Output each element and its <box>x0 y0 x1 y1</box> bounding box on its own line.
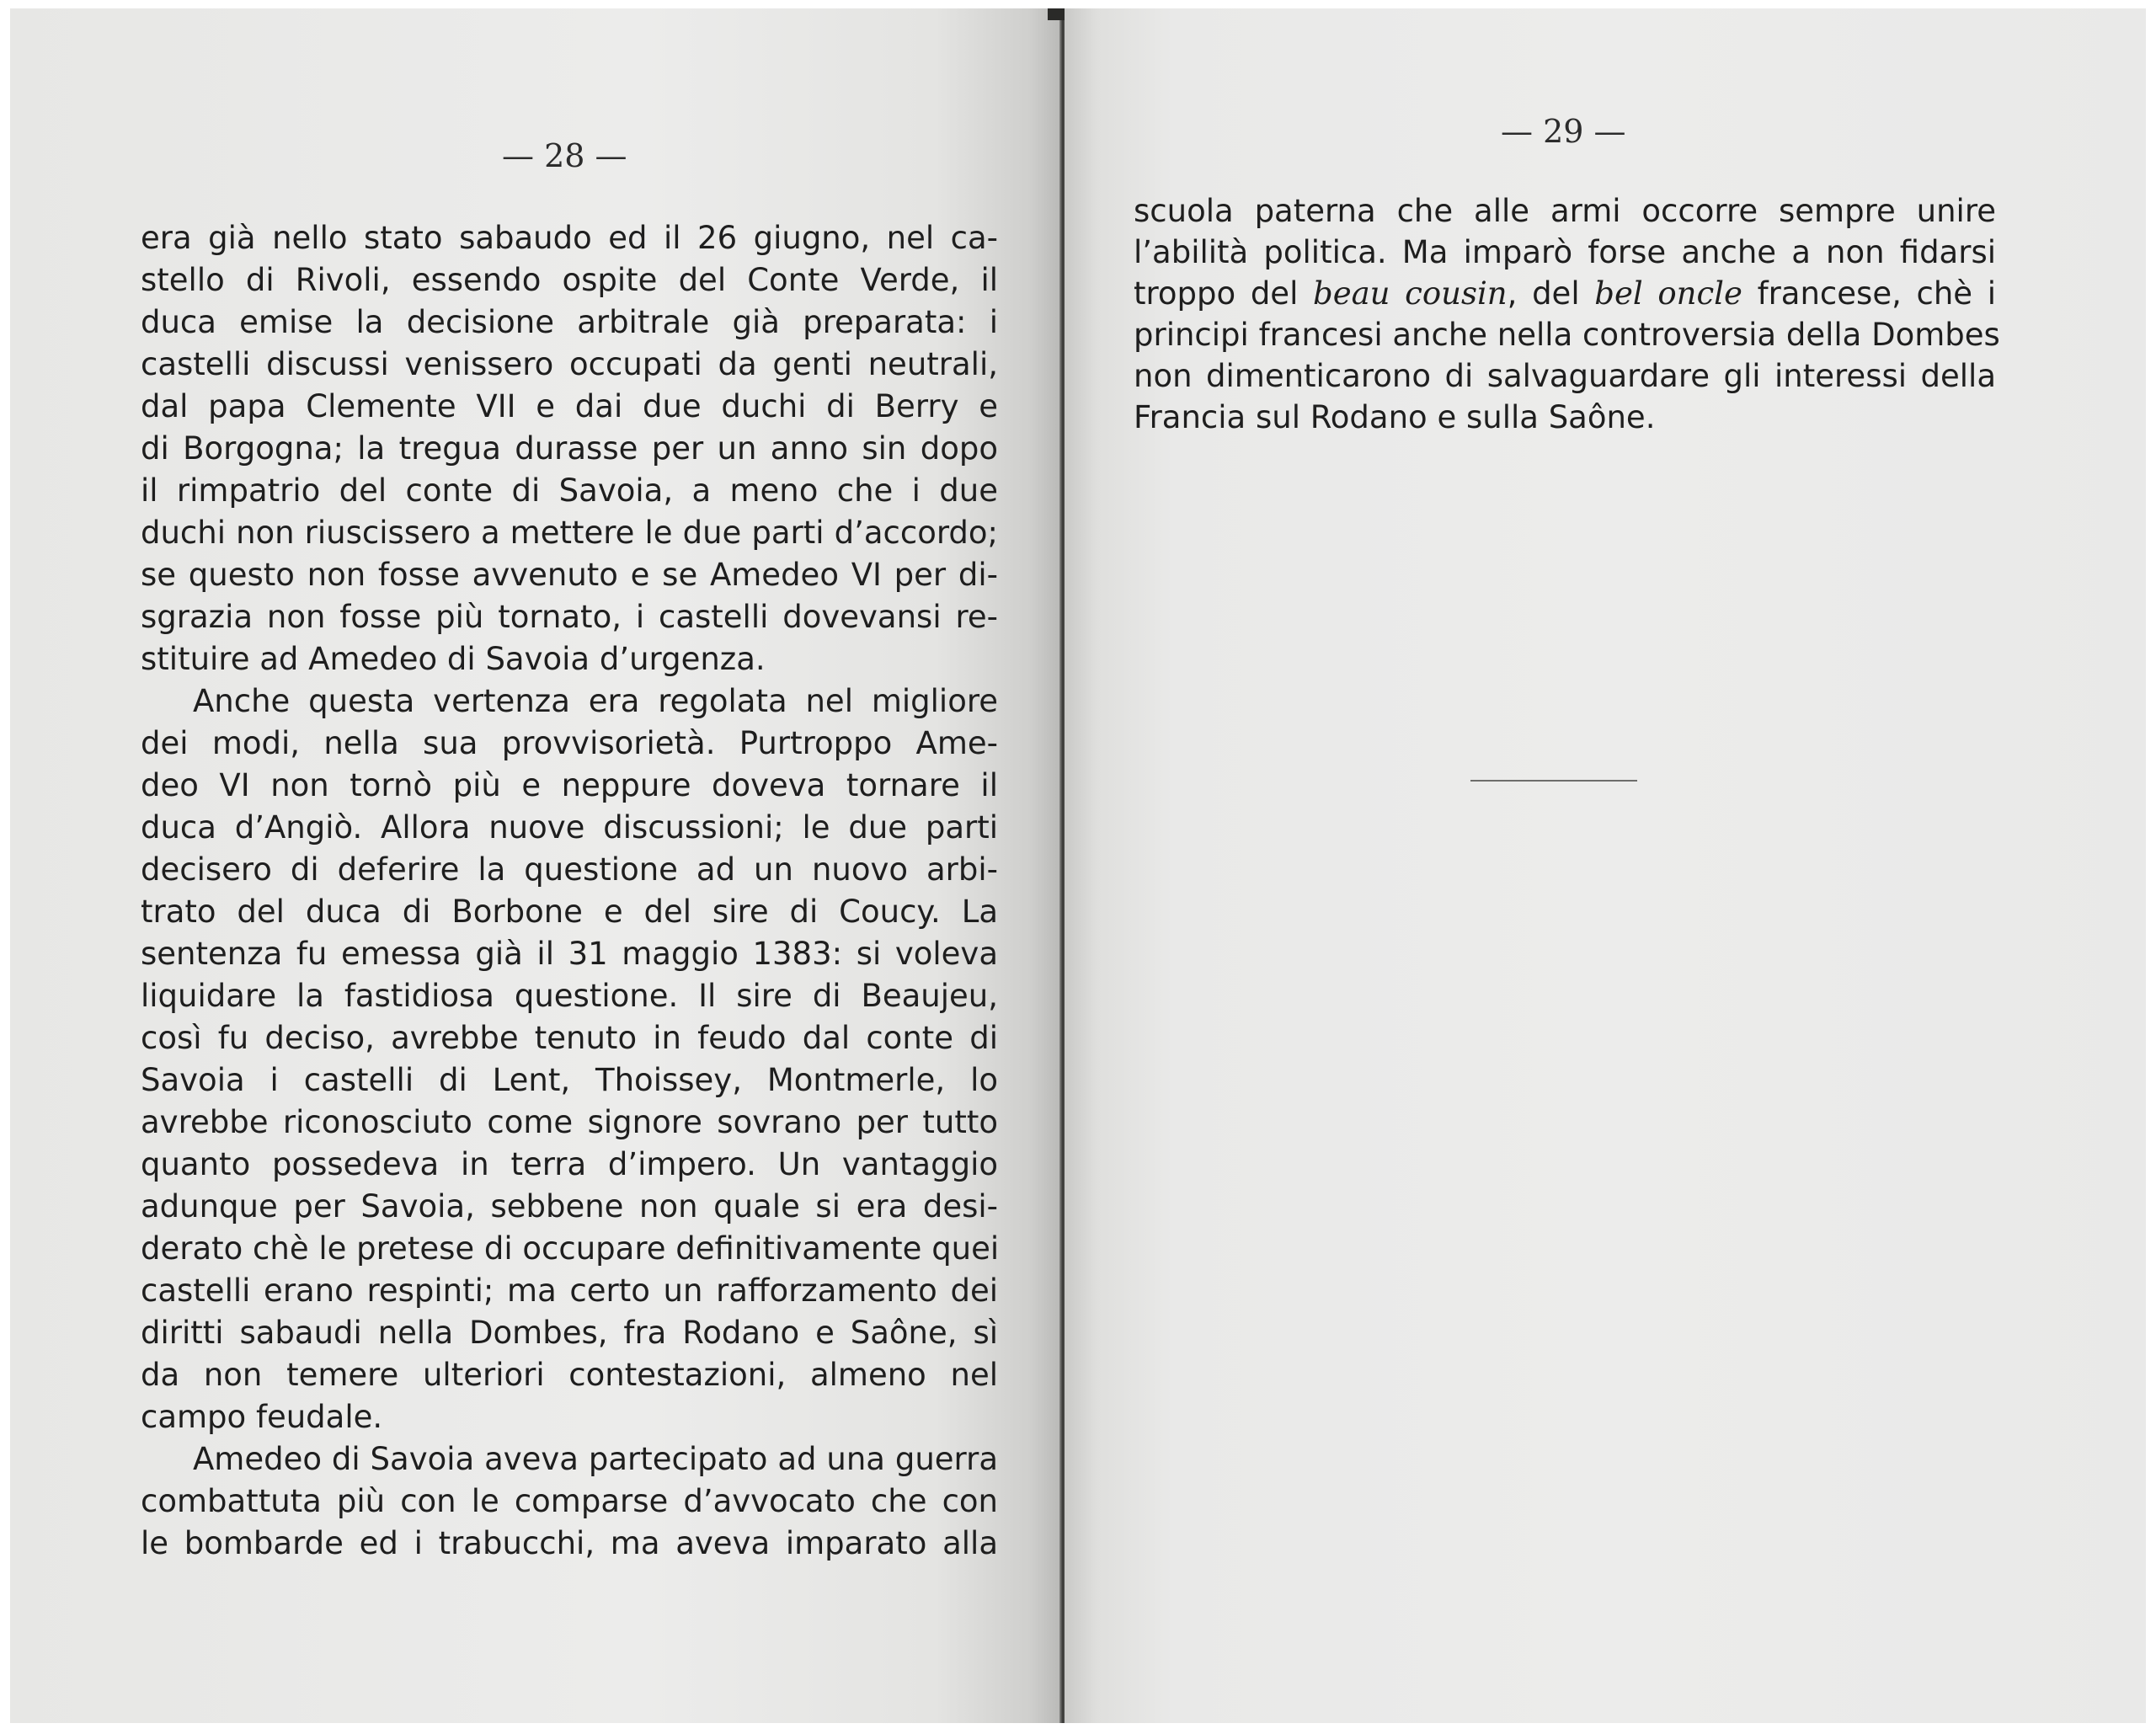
text-line: se questo non fosse avvenuto e se Amedeo VI per di- <box>141 557 998 593</box>
text-line: derato chè le pretese di occupare definitivamente quei <box>141 1230 1000 1267</box>
text-line: adunque per Savoia, sebbene non quale si era desi- <box>141 1188 998 1224</box>
page-number-28: — 28 — <box>502 137 627 174</box>
text-line <box>1134 273 1996 314</box>
text-line: l’abilità politica. Ma imparò forse anche a non fidarsi <box>1134 234 1996 270</box>
left-page <box>10 8 1061 1723</box>
text-line: stituire ad Amedeo di Savoia d’urgenza. <box>141 641 766 677</box>
text-line: castelli discussi venissero occupati da genti neutrali, <box>141 346 998 382</box>
text-line: decisero di deferire la questione ad un nuovo arbi- <box>141 851 998 888</box>
text-line: combattuta più con le comparse d’avvocato che con <box>141 1483 998 1519</box>
text-line: stello di Rivoli, essendo ospite del Conte Verde, il <box>141 262 998 298</box>
italic-phrase: beau cousin <box>1313 275 1508 312</box>
text-line: Savoia i castelli di Lent, Thoissey, Montmerle, lo <box>141 1062 998 1098</box>
text-line: Francia sul Rodano e sulla Saône. <box>1134 399 1656 435</box>
text-line: trato del duca di Borbone e del sire di Coucy. La <box>141 894 998 930</box>
text-line: quanto possedeva in terra d’impero. Un vantaggio <box>141 1146 998 1182</box>
text-line: duca emise la decisione arbitrale già preparata: i <box>141 304 998 340</box>
text-line: scuola paterna che alle armi occorre sempre unire <box>1134 193 1996 229</box>
text-line: da non temere ulteriori contestazioni, almeno nel <box>141 1357 998 1393</box>
text-line: diritti sabaudi nella Dombes, fra Rodano e Saône, sì <box>141 1315 998 1351</box>
text-line: liquidare la fastidiosa questione. Il sire di Beaujeu, <box>141 978 998 1014</box>
text-line: deo VI non tornò più e neppure doveva tornare il <box>141 767 998 803</box>
book-spread <box>10 8 2146 1723</box>
right-page <box>1065 8 2146 1723</box>
italic-phrase: bel oncle <box>1594 275 1742 312</box>
section-end-rule <box>1470 780 1637 782</box>
text-line: sgrazia non fosse più tornato, i castelli dovevansi re- <box>141 599 998 635</box>
text-line: Amedeo di Savoia aveva partecipato ad una guerra <box>193 1441 998 1477</box>
text-run: troppo del <box>1134 275 1314 312</box>
text-line: principi francesi anche nella controversia della Dombes <box>1134 317 2000 353</box>
text-line: Anche questa vertenza era regolata nel migliore <box>193 683 998 719</box>
text-run: , del <box>1507 275 1595 312</box>
text-line: le bombarde ed i trabucchi, ma aveva imparato alla <box>141 1525 998 1561</box>
text-line: castelli erano respinti; ma certo un rafforzamento dei <box>141 1272 998 1309</box>
text-line: era già nello stato sabaudo ed il 26 giugno, nel ca- <box>141 220 998 256</box>
text-line: duca d’Angiò. Allora nuove discussioni; le due parti <box>141 809 998 846</box>
text-line: sentenza fu emessa già il 31 maggio 1383: si voleva <box>141 936 998 972</box>
text-line: di Borgogna; la tregua durasse per un anno sin dopo <box>141 430 998 467</box>
right-page-body <box>1134 190 2000 438</box>
text-line: così fu deciso, avrebbe tenuto in feudo dal conte di <box>141 1020 998 1056</box>
text-line: il rimpatrio del conte di Savoia, a meno che i due <box>141 472 998 509</box>
text-line: dei modi, nella sua provvisorietà. Purtroppo Ame- <box>141 725 998 761</box>
text-line: dal papa Clemente VII e dai due duchi di Berry e <box>141 388 998 424</box>
text-run: francese, chè i <box>1742 275 1996 312</box>
text-line: avrebbe riconosciuto come signore sovrano per tutto <box>141 1104 998 1140</box>
text-line: campo feudale. <box>141 1399 383 1435</box>
left-page-body <box>141 217 998 1565</box>
text-line: non dimenticarono di salvaguardare gli interessi della <box>1134 358 1996 394</box>
page-number-29: — 29 — <box>1501 113 1626 150</box>
text-line: duchi non riuscissero a mettere le due parti d’accordo; <box>141 515 998 551</box>
